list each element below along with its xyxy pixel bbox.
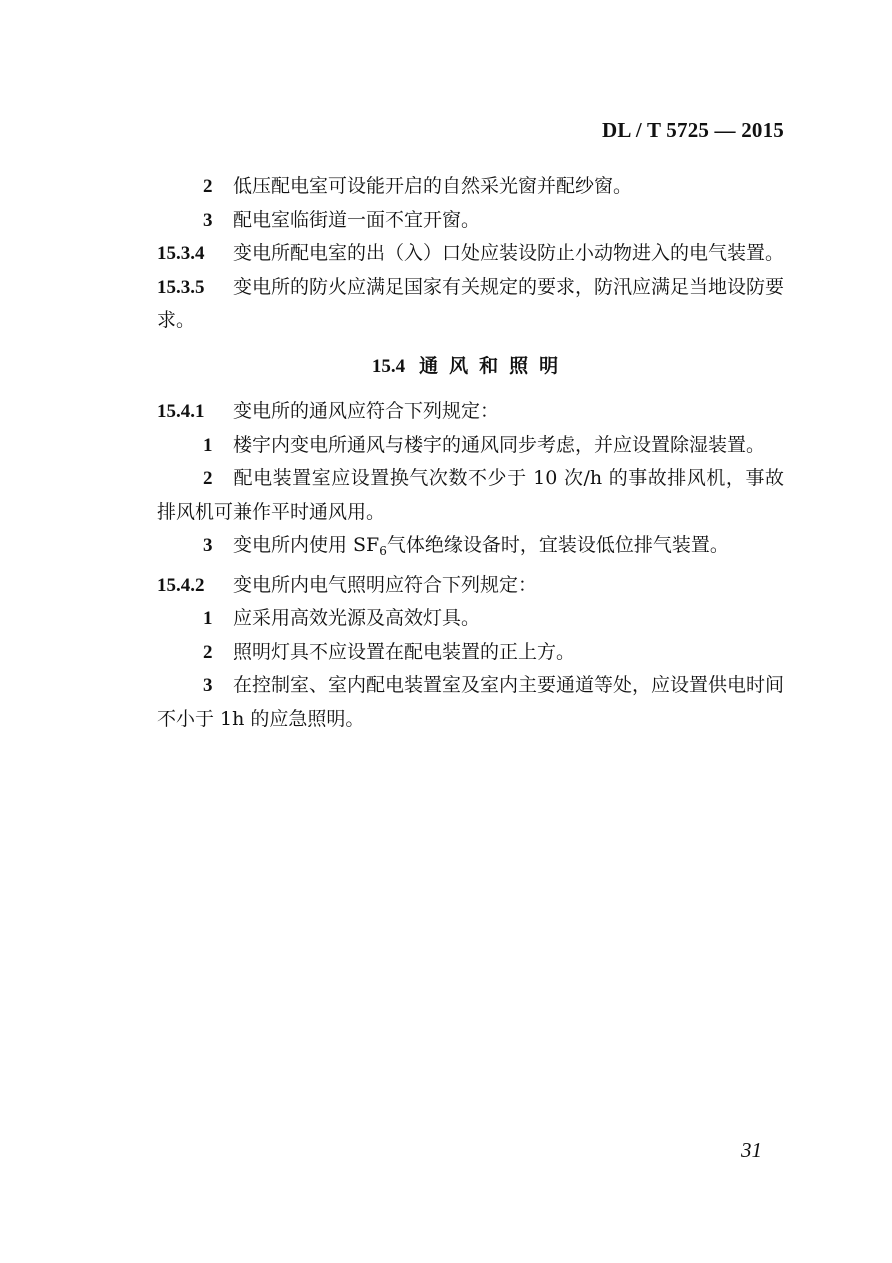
- clause-text: 变电所的防火应满足国家有关规定的要求，防汛应满足当地设防要求。: [157, 275, 785, 331]
- item-number: 3: [203, 535, 213, 556]
- list-item: [157, 429, 784, 463]
- item-number: 3: [203, 675, 213, 696]
- section-heading: [157, 350, 784, 384]
- list-item: [157, 636, 784, 670]
- standard-code: DL / T 5725 — 2015: [602, 118, 784, 142]
- clause: [157, 237, 784, 271]
- item-text: 在控制室、室内配电装置室及室内主要通道等处，应设置供电时间不小于 1h 的应急照明。: [157, 674, 785, 730]
- item-number: 2: [203, 468, 213, 489]
- subscript: 6: [379, 544, 387, 558]
- page-number: 31: [741, 1138, 762, 1162]
- item-text: 低压配电室可设能开启的自然采光窗并配纱窗。: [233, 175, 633, 197]
- item-text: 配电室临街道一面不宜开窗。: [233, 208, 481, 231]
- item-text: 照明灯具不应设置在配电装置的正上方。: [233, 640, 576, 663]
- clause-text: 变电所的通风应符合下列规定：: [233, 400, 500, 422]
- item-number: 1: [203, 608, 213, 629]
- list-item: [157, 602, 784, 636]
- item-text-after: 气体绝缘设备时，宜装设低位排气装置。: [386, 534, 729, 556]
- document-body: [157, 170, 784, 736]
- item-text: 应采用高效光源及高效灯具。: [233, 607, 481, 629]
- clause-number: 15.3.4: [157, 243, 205, 264]
- section-number: 15.4: [371, 355, 406, 377]
- clause-number: 15.4.2: [157, 574, 205, 596]
- item-number: 2: [203, 176, 213, 197]
- list-item: [157, 462, 784, 529]
- list-item: [157, 170, 784, 204]
- item-number: 3: [203, 209, 213, 231]
- item-number: 2: [203, 641, 213, 663]
- clause-number: 15.4.1: [157, 401, 205, 422]
- item-text: 楼宇内变电所通风与楼宇的通风同步考虑，并应设置除湿装置。: [233, 433, 766, 456]
- section-title-text: 通风和照明: [419, 354, 570, 377]
- item-text: 配电装置室应设置换气次数不少于 10 次/h 的事故排风机，事故排风机可兼作平时通风用。: [157, 467, 784, 523]
- clause: [157, 569, 784, 603]
- list-item: [157, 529, 784, 569]
- item-number: 1: [203, 434, 213, 456]
- clause-text: 变电所配电室的出（入）口处应装设防止小动物进入的电气装置。: [233, 242, 785, 264]
- list-item: [157, 669, 784, 736]
- clause: [157, 271, 784, 338]
- clause: [157, 395, 784, 429]
- item-text-before: 变电所内使用 SF: [233, 534, 380, 556]
- clause-text: 变电所内电气照明应符合下列规定：: [233, 573, 538, 596]
- clause-number: 15.3.5: [157, 276, 205, 298]
- list-item: [157, 204, 784, 238]
